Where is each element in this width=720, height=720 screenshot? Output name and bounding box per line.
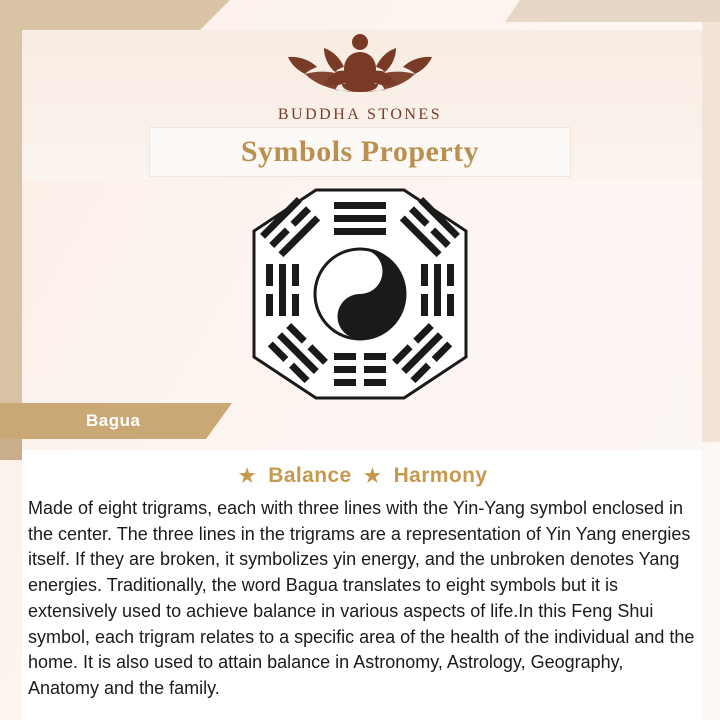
description-panel — [22, 450, 702, 720]
star-icon-left: ★ — [238, 466, 257, 487]
bagua-yin-yang-icon — [210, 186, 510, 402]
page-title: Symbols Property — [240, 135, 480, 168]
tagline-word-balance: Balance — [268, 464, 352, 487]
tagline — [22, 464, 702, 488]
brand-logo — [0, 26, 720, 124]
bagua-figure — [210, 186, 510, 402]
decor-corner-top-right — [505, 0, 720, 22]
page-title-band — [150, 128, 570, 176]
star-icon-right: ★ — [363, 466, 382, 487]
description-text: Made of eight trigrams, each with three lines with the Yin-Yang symbol enclosed in the center. The three lines in the trigrams are a representation of Yin Yang energies itself. If they are broken, it symbolizes yin energy, and the unbroken denotes Yang energies. Traditionally, the word Bagua translates to eight symbols but it is extensively used to achieve balance in various aspects of life.In this Feng Shui symbol, each trigram relates to a specific area of the health of the individual and the home. It is also used to attain balance in Astronomy, Astrology, Geography, Anatomy and the family. — [28, 498, 695, 699]
lotus-meditation-icon — [275, 26, 445, 102]
brand-name: BUDDHA STONES — [277, 106, 443, 123]
tagline-word-harmony: Harmony — [393, 464, 488, 487]
figure-caption: Bagua — [86, 411, 141, 430]
